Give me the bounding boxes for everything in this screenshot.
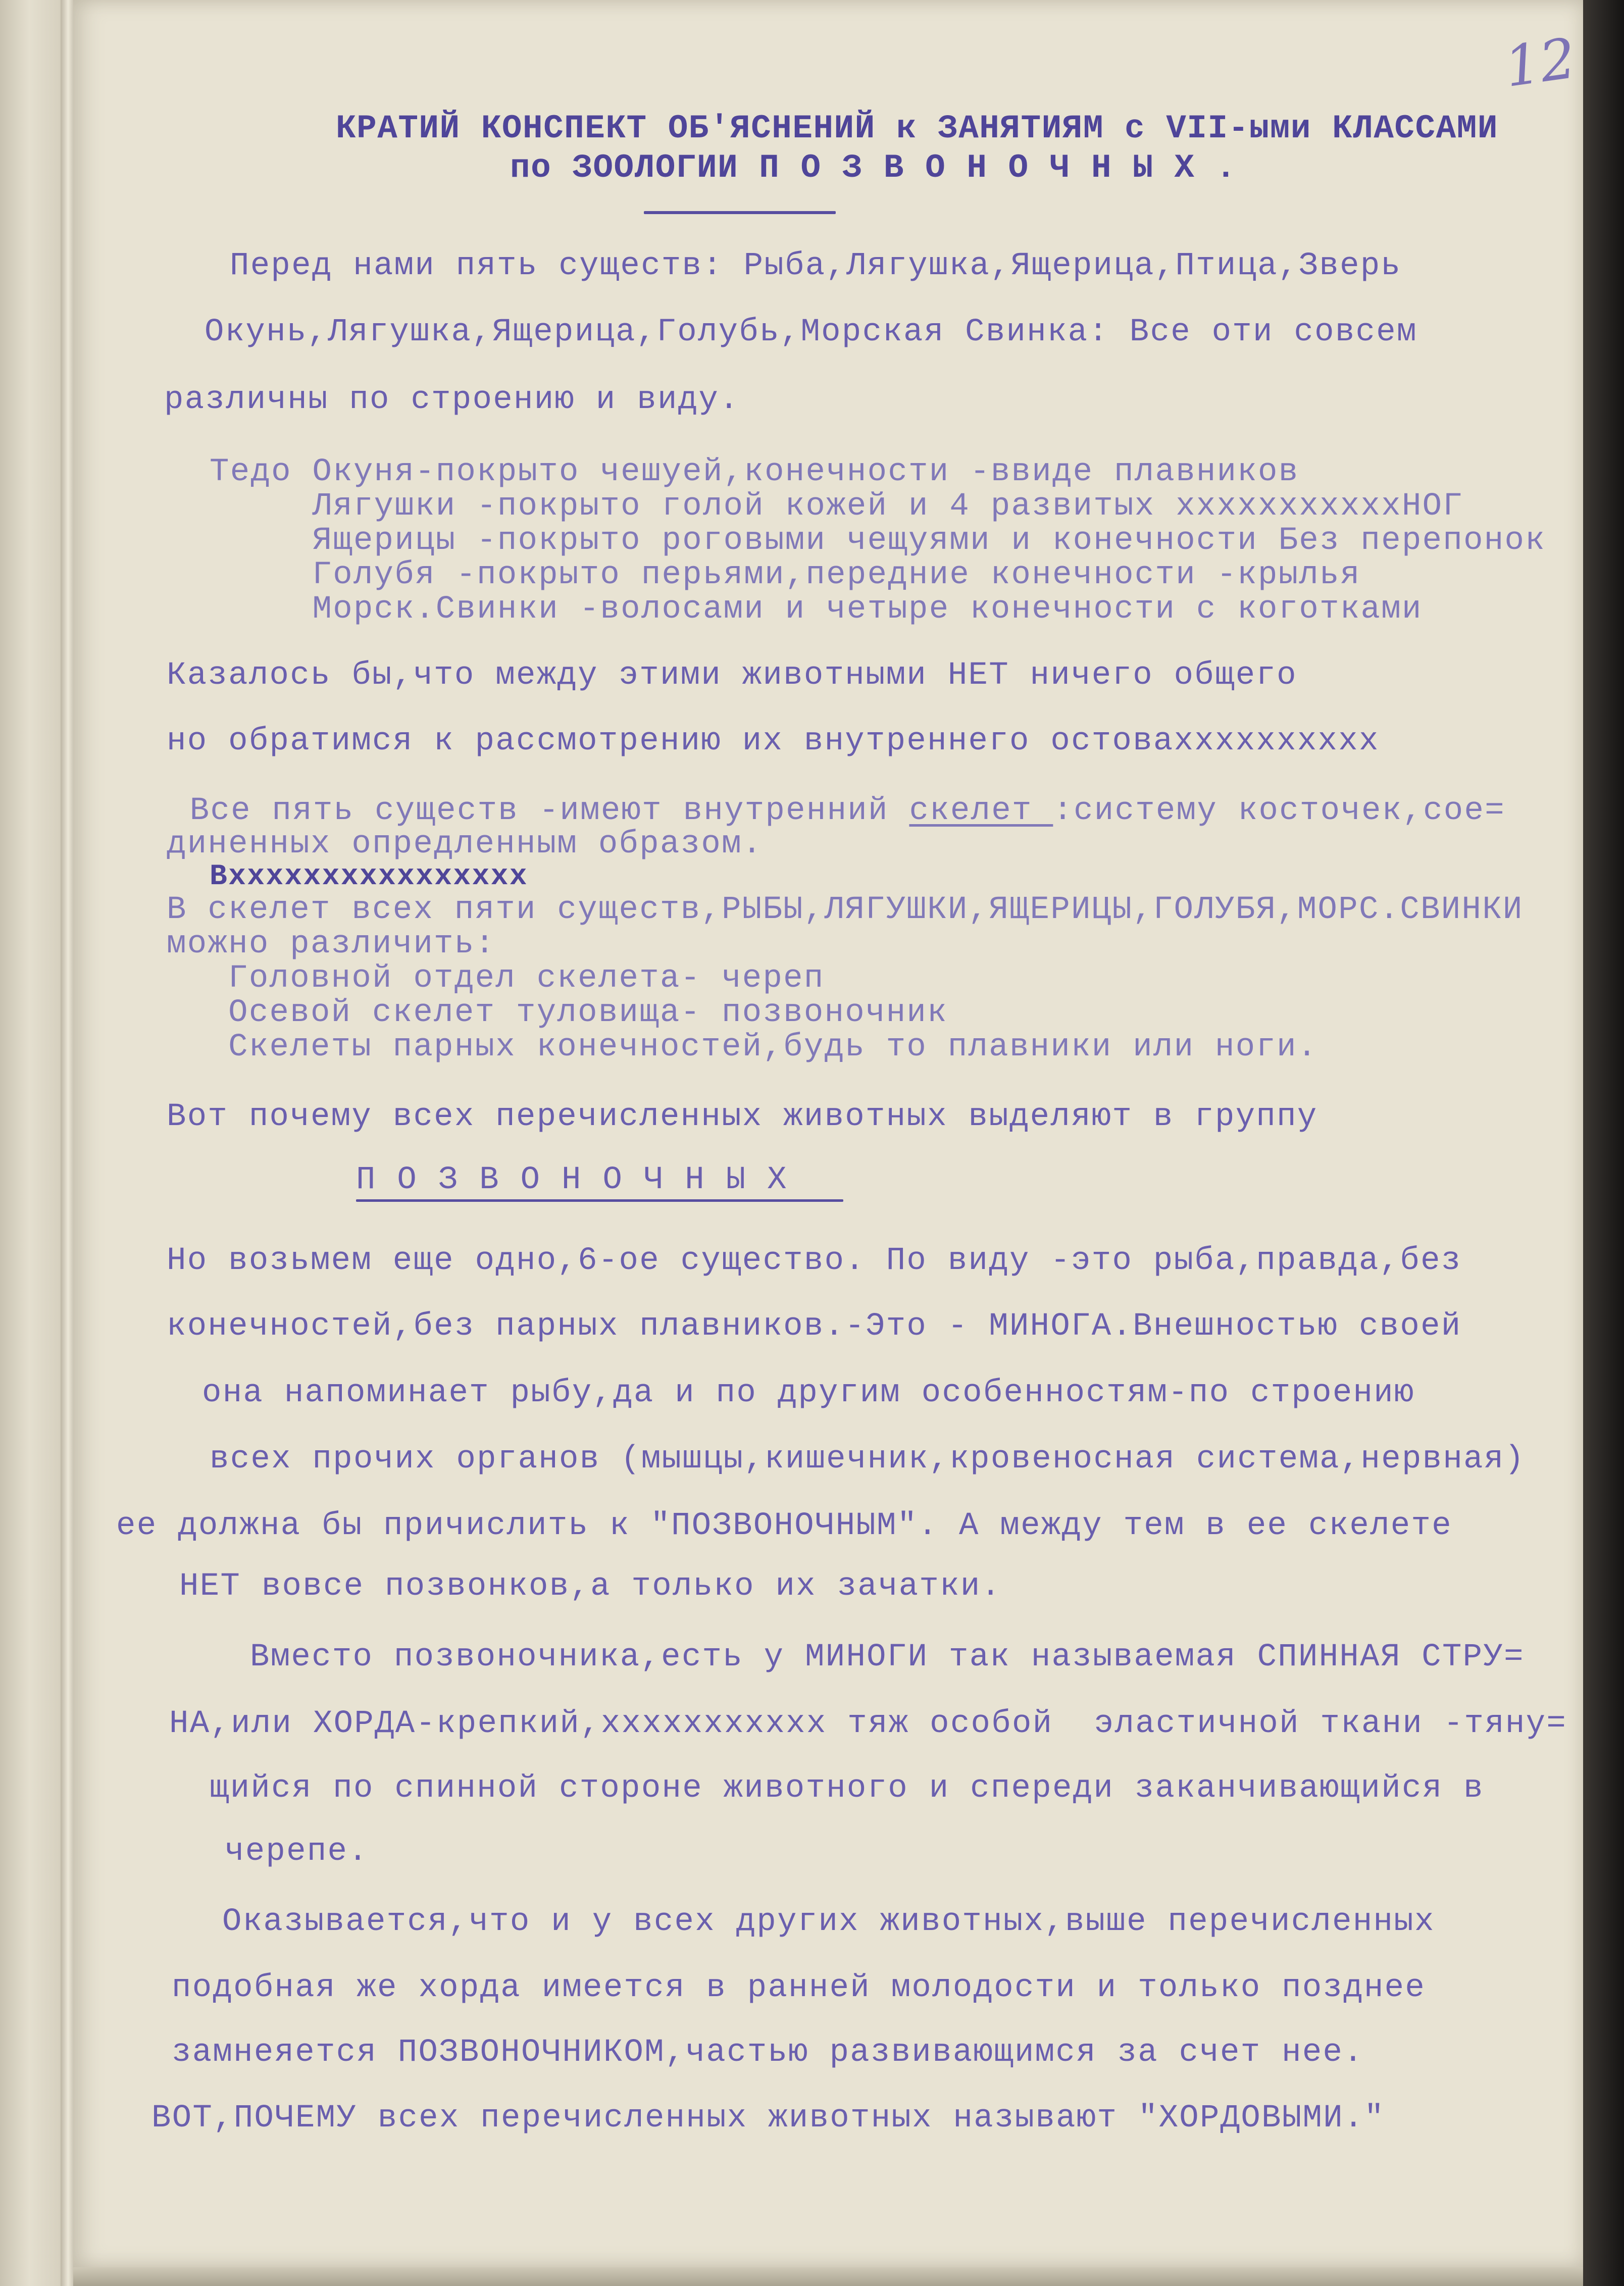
scan-shadow xyxy=(1583,0,1624,2286)
conclusion-line-1: Оказывается,что и у всех других животных,выше перечисленных xyxy=(222,1904,1435,1940)
intro-line-1: Перед нами пять существ: Рыба,Лягушка,Ящерица,Птица,Зверь xyxy=(230,248,1402,284)
lamprey-line-6: НЕТ вовсе позвонков,а только их зачатки. xyxy=(179,1568,1002,1605)
skeleton-line-7: Осевой скелет туловища- позвоночник xyxy=(167,995,948,1031)
skeleton-keyword: скелет xyxy=(909,793,1053,829)
notochord-line-3: щийся по спинной стороне животного и спереди заканчивающийся в xyxy=(210,1770,1484,1807)
bodies-line-5: Морск.Свинки -волосами и четыре конечности с коготками xyxy=(210,591,1423,628)
skeleton-line-2: диненных опредленным образом. xyxy=(167,826,763,862)
middle-line-2: но обратимся к рассмотрению их внутреннего остовахххххххххх xyxy=(167,723,1380,759)
lamprey-line-1: Но возьмем еще одно,6-ое существо. По виду -это рыба,правда,без xyxy=(167,1243,1462,1279)
notochord-line-1: Вместо позвоночника,есть у МИНОГИ так называемая СПИННАЯ СТРУ= xyxy=(250,1639,1525,1675)
bodies-line-4: Голубя -покрыто перьями,передние конечности -крылья xyxy=(210,557,1361,593)
title-line-1: КРАТИЙ КОНСПЕКТ ОБ'ЯСНЕНИЙ к ЗАНЯТИЯМ с VII-ыми КЛАССАМИ xyxy=(336,110,1498,147)
skeleton-struck-line: Вхххххххххххххххх xyxy=(210,860,528,893)
middle-line-1: Казалось бы,что между этими животными НЕТ ничего общего xyxy=(167,657,1297,694)
lamprey-line-5: ее должна бы причислить к "ПОЗВОНОЧНЫМ". А между тем в ее скелете xyxy=(116,1508,1452,1544)
page-bottom-edge xyxy=(73,2267,1583,2286)
lamprey-line-3: она напоминает рыбу,да и по другим особенностям-по строению xyxy=(202,1375,1415,1411)
group-heading: П О З В О Н О Ч Н Ы Х xyxy=(356,1162,788,1198)
intro-line-3: различны по строению и виду. xyxy=(164,382,740,418)
lamprey-line-2: конечностей,без парных плавников.-Это - МИНОГА.Внешностью своей xyxy=(167,1308,1462,1345)
notochord-line-4: черепе. xyxy=(225,1834,369,1870)
skeleton-line-6: Головной отдел скелета- череп xyxy=(167,960,825,997)
skeleton-line-8: Скелеты парных конечностей,будь то плавники или ноги. xyxy=(167,1029,1318,1065)
title-line-2: по ЗООЛОГИИ П О З В О Н О Ч Н Ы Х . xyxy=(510,149,1237,187)
group-line-1: Вот почему всех перечисленных животных выделяют в группу xyxy=(167,1099,1318,1135)
bodies-line-1: Тедо Окуня-покрыто чешуей,конечности -ввиде плавников xyxy=(210,454,1299,490)
skeleton-line-1-start: Все пять существ -имеют внутренний xyxy=(169,793,909,829)
skeleton-line-1-end: :систему косточек,сое= xyxy=(1053,793,1505,829)
conclusion-line-2: подобная же хорда имеется в ранней молодости и только позднее xyxy=(172,1970,1426,2006)
page-number: 12 xyxy=(1500,25,1580,100)
conclusion-line-3: замнеяется ПОЗВОНОЧНИКОМ,частью развивающимся за счет нее. xyxy=(172,2035,1364,2071)
skeleton-line-4: В скелет всех пяти существ,РЫБЫ,ЛЯГУШКИ,ЯЩЕРИЦЫ,ГОЛУБЯ,МОРС.СВИНКИ xyxy=(167,892,1524,928)
title-rule xyxy=(644,211,836,214)
bodies-line-2: Лягушки -покрыто голой кожей и 4 развитых хххххххххххНОГ xyxy=(210,488,1464,525)
conclusion-line-4: ВОТ,ПОЧЕМУ всех перечисленных животных называют "ХОРДОВЫМИ." xyxy=(151,2100,1385,2137)
bodies-line-3: Ящерицы -покрыто роговыми чещуями и конечности Без перепонок xyxy=(210,523,1546,559)
skeleton-line-1 xyxy=(169,795,1505,827)
skeleton-line-5: можно различить: xyxy=(167,926,496,962)
group-heading-rule xyxy=(356,1199,843,1202)
notochord-line-2: НА,или ХОРДА-крепкий,ххххххххххх тяж особой эластичной ткани -тяну= xyxy=(169,1706,1567,1742)
lamprey-line-4: всех прочих органов (мышцы,кишечник,кровеносная система,нервная) xyxy=(210,1441,1526,1478)
intro-line-2: Окунь,Лягушка,Ящерица,Голубь,Морская Свинка: Все оти совсем xyxy=(205,314,1417,350)
